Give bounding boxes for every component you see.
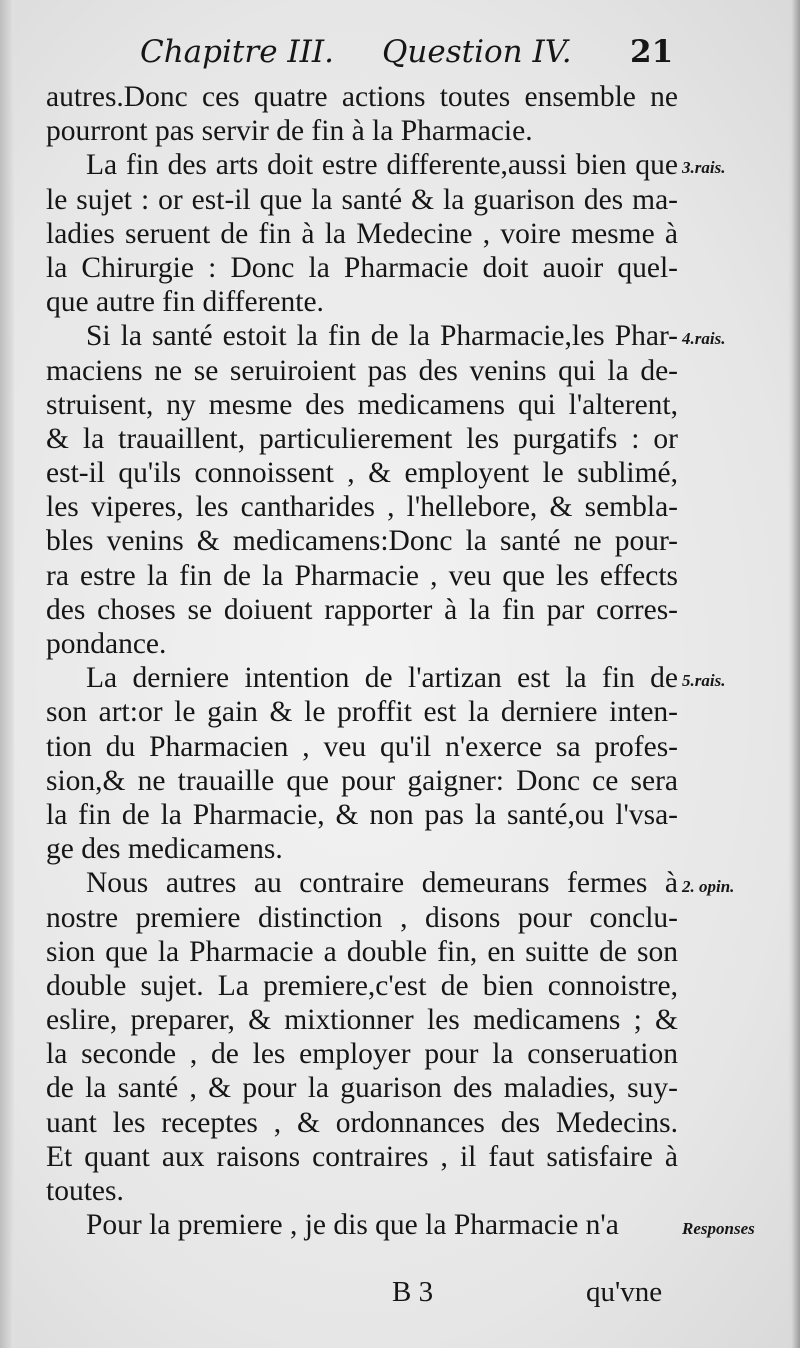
text-line: pondance. (46, 628, 167, 660)
text-line: la seconde , de les employer pour la conseruation (46, 1038, 678, 1071)
text-line: tion du Pharmacien , veu qu'il n'exerce sa profes- (46, 730, 678, 763)
text-line: Nous autres au contraire demeurans fermes à (86, 867, 678, 900)
header-chapter: Chapitre III. (140, 34, 334, 70)
margin-note: 5.rais. (682, 671, 726, 691)
text-line: la Chirurgie : Donc la Pharmacie doit auoir quel- (46, 251, 678, 284)
text-line: que autre fin differente. (46, 286, 324, 319)
text-line: de la santé , & pour la guarison des maladies, suy- (46, 1072, 678, 1105)
text-line: eslire, preparer, & mixtionner les medicamens ; & (46, 1004, 678, 1037)
text-line: le sujet : or est-il que la santé & la guarison des ma- (46, 183, 678, 216)
margin-note: 2. opin. (682, 876, 735, 896)
header-question: Question IV. (382, 34, 572, 70)
text-line: ladies seruent de fin à la Medecine , voire mesme à (46, 217, 678, 250)
text-line: toutes. (46, 1175, 124, 1207)
text-line: autres.Donc ces quatre actions toutes ensemble ne (46, 81, 678, 113)
signature-mark: B 3 (392, 1276, 434, 1308)
text-line: Si la santé estoit la fin de la Pharmacie,les Phar- (86, 320, 678, 353)
page-gutter (0, 0, 14, 1348)
catchword: qu'vne (586, 1276, 663, 1308)
margin-note: 4.rais. (682, 329, 726, 349)
margin-note: 3.rais. (682, 158, 726, 178)
text-line: la fin de la Pharmacie, & non pas la santé,ou l'vsa- (46, 798, 678, 831)
text-line: ra estre la fin de la Pharmacie , veu que les effects (46, 559, 678, 592)
body-text (46, 80, 678, 1242)
text-line: Et quant aux raisons contraires , il faut satisfaire à (46, 1140, 678, 1173)
text-line: & la trauaillent, particulierement les purgatifs : or (46, 422, 678, 455)
text-line: maciens ne se seruiroient pas des venins qui la de- (46, 354, 678, 387)
text-line: nostre premiere distinction , disons pour conclu- (46, 901, 678, 934)
text-line: son art:or le gain & le proffit est la derniere inten- (46, 696, 678, 729)
text-line: uant les receptes , & ordonnances des Medecins. (46, 1106, 678, 1139)
text-line: struisent, ny mesme des medicamens qui l'alterent, (46, 388, 678, 421)
page-edge (788, 0, 800, 1348)
text-line: ge des medicamens. (46, 833, 283, 866)
text-line: La fin des arts doit estre differente,aussi bien que (86, 149, 678, 182)
page-footer (0, 1276, 800, 1316)
margin-note: Responses (682, 1218, 755, 1238)
text-line: La derniere intention de l'artizan est la fin de (86, 662, 678, 695)
text-line: est-il qu'ils connoissent , & employent le sublimé, (46, 457, 678, 490)
text-line: bles venins & medicamens:Donc la santé ne pour- (46, 525, 678, 558)
text-line: pourront pas servir de fin à la Pharmacie. (46, 115, 533, 148)
text-line: des choses se doiuent rapporter à la fin par corres- (46, 593, 678, 626)
text-line: les viperes, les cantharides , l'hellebore, & sembla- (46, 491, 678, 524)
text-line: double sujet. La premiere,c'est de bien connoistre, (46, 969, 678, 1002)
page-number: 21 (630, 34, 674, 70)
text-line: sion que la Pharmacie a double fin, en suitte de son (46, 935, 678, 968)
text-line: sion,& ne trauaille que pour gaigner: Donc ce sera (46, 764, 678, 797)
running-header (0, 34, 800, 84)
text-line: Pour la premiere , je dis que la Pharmacie n'a (86, 1209, 619, 1242)
